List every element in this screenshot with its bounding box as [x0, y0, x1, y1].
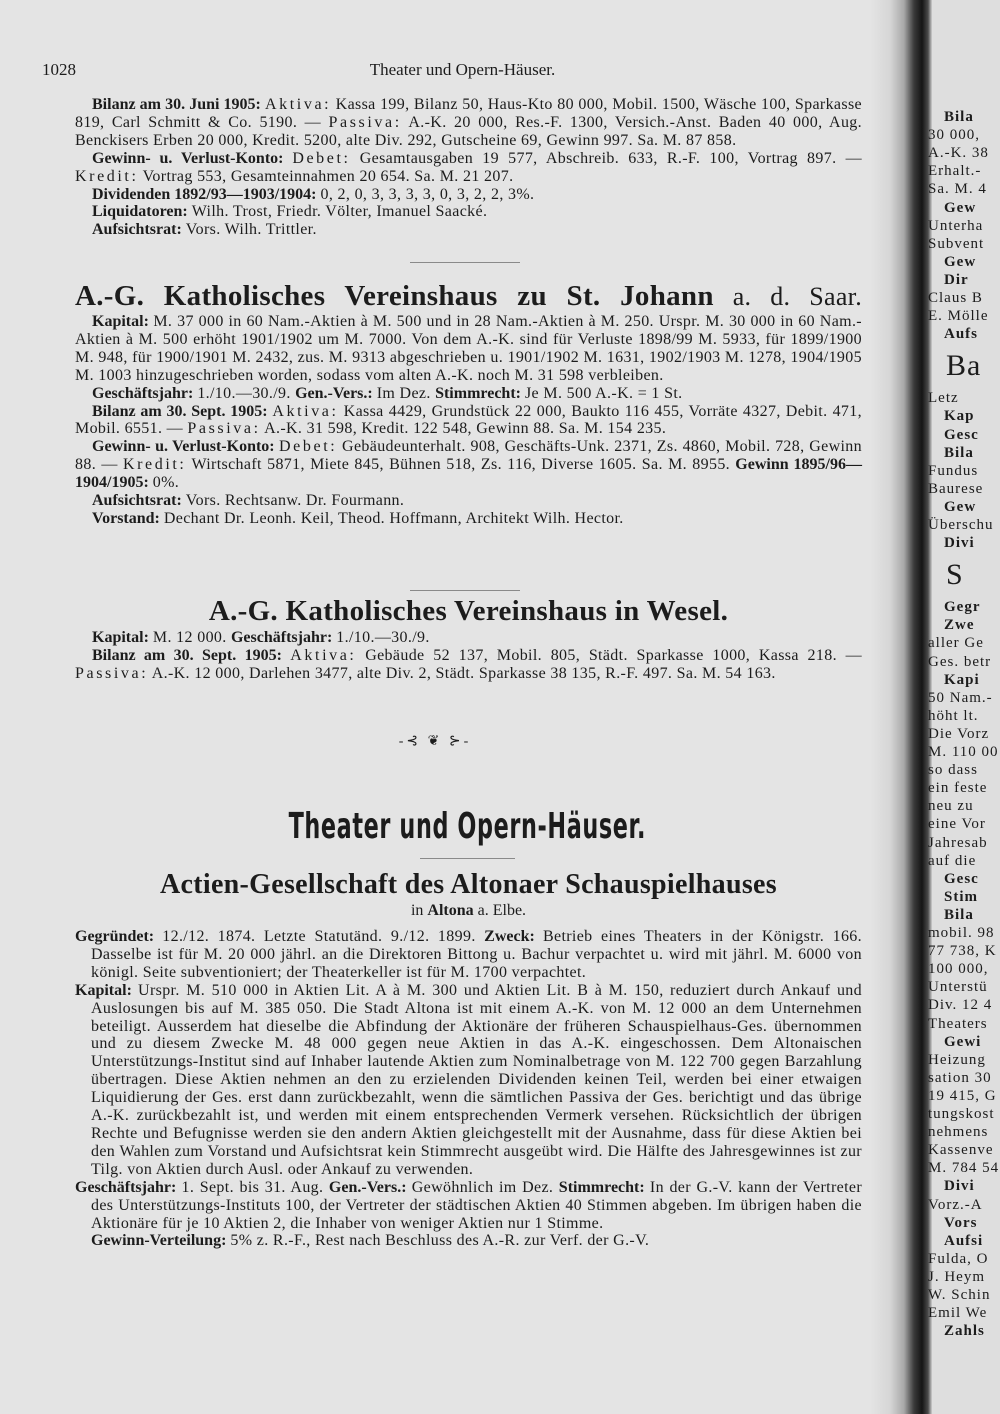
strip-line: S	[946, 558, 964, 592]
strip-line: W. Schin	[928, 1287, 991, 1303]
field-label: Gewinn-Verteilung:	[91, 1232, 231, 1250]
heading-suffix: a. d. Saar.	[713, 282, 862, 311]
paragraph	[75, 403, 862, 439]
strip-line: Vorz.-A	[928, 1196, 983, 1213]
field-label: Kapital:	[75, 981, 139, 999]
strip-line: ein feste	[928, 780, 988, 797]
strip-line: 77 738, K	[928, 943, 997, 960]
strip-line: Kap	[944, 408, 975, 425]
field-value: 1. Sept. bis 31. Aug.	[181, 1178, 329, 1196]
paragraph	[75, 221, 862, 239]
company-heading-st-johann	[75, 280, 862, 313]
field-label: Dividenden 1892/93—1903/1904:	[92, 185, 321, 203]
field-value: Betrieb eines Theaters in der Königstr. 166. Dasselbe ist für M. 20 000 jährl. an die Direktoren Bittong u. Bachur verpachtet u. wird mit jährl. M. 6000 von königl. Seite subventioniert; der Theaterkeller ist für M. 1700 verpachtet.	[91, 928, 863, 981]
altona-profit-distribution	[75, 1232, 862, 1250]
section-altona	[75, 928, 862, 1250]
paragraph	[75, 510, 862, 528]
field-label: Gen.-Vers.:	[295, 384, 377, 402]
strip-line: neu zu	[928, 798, 974, 815]
strip-line: Zahls	[944, 1323, 985, 1340]
paragraph	[75, 928, 862, 982]
divider	[420, 858, 515, 859]
field-label: Gen.-Vers.:	[328, 1178, 412, 1196]
paragraph	[75, 385, 862, 403]
field-label: Vorstand:	[92, 509, 164, 527]
field-value: Je M. 500 A.-K. = 1 St.	[524, 384, 683, 402]
section-continuation	[75, 96, 862, 239]
strip-line: Gegr	[944, 599, 981, 616]
field-label: Zweck:	[484, 928, 543, 945]
section-wesel	[75, 629, 862, 683]
strip-line: Gew	[944, 498, 977, 515]
field-value: Gewöhnlich im Dez.	[411, 1178, 559, 1196]
field-value: M. 37 000 in 60 Nam.-Aktien à M. 500 und in 28 Nam.-Aktien à M. 250. Urspr. M. 30 000 in 60 Nam.-Aktien à M. 500 erhöht 1901/1902 um M. 7000. Von dem A.-K. sind für Verluste 1898/99 M. 5933, für 1899/1900 M. 948, für 1900/1901 M. 2432, zus. M. 9313 abgeschrieben u. 1901/1902 M. 1631, 1902/1903 M. 1278, 1904/1905 M. 1003 hinzugeschrieben worden, sodass vom alten A.-K. noch M. 31 598 verbleiben.	[75, 313, 862, 384]
location-suffix: a. Elbe.	[473, 902, 527, 919]
strip-line: Erhalt.-	[928, 163, 982, 180]
strip-line: Gew	[944, 199, 977, 216]
strip-line: Bila	[944, 444, 974, 461]
strip-line: Aufs	[944, 326, 979, 343]
ledger-side-label: Passiva:	[328, 113, 402, 131]
field-value: Vors. Wilh. Trittler.	[185, 221, 317, 239]
field-value: Urspr. M. 510 000 in Aktien Lit. A à M. 300 und Aktien Lit. B à M. 150, reduziert durch Ankauf und Auslosungen bis auf M. 385 050. Die Stadt Altona ist mit einem A.-K. von M. 12 000 an dem Unternehmen beteiligt. Ausserdem hat dieselbe die Abfindung der Aktionäre der früheren Schauspielhaus-Ges. übernommen und zu diesem Zwecke M. 48 000 gegen neue Aktien in das A.-K. eingeschossen. Dem Altonaischen Unterstützungs-Institut sind auf Inhaber lautende Aktien zum Nominalbetrage von M. 122 700 gegen Barzahlung übertragen. Diese Aktien nehmen an den zu erzielenden Dividenden keinen Teil, werden bei einer etwaigen Liquidierung der Ges. erst dann zurückbezahlt, wenn die sämtlichen Passiva der Ges. berichtigt und das übrige A.-K. zurückbezahlt ist, und werden mit einem entsprechenden Vermerk versehen. Rücksichtlich der übrigen Rechte und Befugnisse werden sie den andern Aktien gleichgestellt mit der Ausnahme, dass für diese Aktien bei den Wahlen zum Vorstand und Aufsichtsrat kein Stimmrecht ausgeübt wird. Die Hälfte des Jahresgewinnes ist zur Tilg. von Aktien durch Ausl. oder Ankauf zu verwenden.	[91, 981, 862, 1178]
strip-line: Stim	[944, 888, 978, 905]
strip-line: Div. 12 4	[928, 997, 993, 1014]
strip-line: Emil We	[928, 1305, 988, 1322]
paragraph	[75, 1179, 862, 1233]
field-label: Geschäftsjahr:	[75, 1178, 182, 1196]
altona-paragraphs	[75, 928, 862, 1232]
paragraph	[75, 438, 862, 492]
strip-line: tungskost	[928, 1106, 995, 1122]
strip-line: Fundus	[928, 462, 979, 479]
strip-line: aller Ge	[928, 635, 984, 652]
page-gutter-fold	[870, 0, 932, 1414]
strip-line: Jahresab	[928, 834, 988, 851]
strip-line: A.-K. 38	[928, 145, 989, 162]
strip-line: so dass	[928, 762, 978, 779]
field-label: Liquidatoren:	[92, 203, 192, 221]
field-label: Gewinn 1895/96—1904/1905:	[75, 456, 862, 492]
field-value: 12./12. 1874. Letzte Statutänd. 9./12. 1899.	[162, 928, 485, 945]
strip-line: Kassenve	[928, 1142, 994, 1159]
strip-line: Ba	[946, 349, 982, 383]
field-value: M. 12 000.	[152, 629, 231, 646]
field-label: Bilanz am 30. Sept. 1905:	[92, 402, 273, 420]
paragraph	[75, 629, 862, 647]
field-label: Bilanz am 30. Sept. 1905:	[92, 646, 291, 664]
strip-line: Vors	[944, 1214, 978, 1231]
field-value: A.-K. 20 000, Res.-F. 1300, Versich.-Anst. Baden 40 000, Aug. Benckisers Erben 20 000, Kredit. 5200, alte Div. 292, Gutscheine 69, Gewinn 997. Sa. M. 87 858.	[75, 113, 862, 149]
field-value: A.-K. 12 000, Darlehen 3477, alte Div. 2, Städt. Sparkasse 38 135, R.-F. 497. Sa. M. 54 163.	[148, 664, 776, 682]
field-label: Kapital:	[92, 629, 153, 646]
company-heading-wesel: A.-G. Katholisches Vereinshaus in Wesel.	[208, 595, 729, 627]
strip-line: Baurese	[928, 480, 984, 497]
strip-line: 100 000,	[928, 961, 989, 978]
field-label: Stimmrecht:	[558, 1178, 650, 1196]
paragraph	[75, 150, 862, 186]
field-value: Im Dez.	[376, 384, 436, 402]
divider	[410, 262, 520, 263]
strip-line: Bila	[944, 906, 974, 923]
field-label: Kapital:	[92, 313, 154, 330]
strip-line: eine Vor	[928, 816, 986, 833]
paragraph	[75, 1232, 862, 1250]
field-value: A.-K. 31 598, Kredit. 122 548, Gewinn 88. Sa. M. 154 235.	[260, 420, 667, 438]
field-value: Kassa 4429, Grundstück 22 000, Baukto 116 455, Vorräte 4327, Debit. 471, Mobil. 6551. —	[75, 402, 862, 438]
strip-line: J. Heym	[928, 1268, 985, 1285]
next-page-strip	[928, 0, 1000, 1414]
strip-line: Überschu	[928, 517, 994, 533]
section-title	[0, 806, 935, 847]
strip-line: Dir	[944, 271, 969, 288]
strip-line: 50 Nam.-	[928, 689, 993, 706]
company-heading-altona: Actien-Gesellschaft des Altonaer Schauspielhauses	[160, 869, 777, 900]
field-value: 0%.	[152, 474, 180, 492]
location-prefix: in	[410, 902, 428, 919]
strip-line: M. 784 54	[928, 1160, 1000, 1177]
strip-line: 19 415, G	[928, 1087, 997, 1104]
field-label: Gewinn- u. Verlust-Konto:	[92, 438, 280, 456]
field-value: Kassa 199, Bilanz 50, Haus-Kto 80 000, Mobil. 1500, Wäsche 100, Sparkasse 819, Carl Schmitt & Co. 5190. —	[75, 96, 862, 131]
strip-line: 30 000,	[928, 127, 980, 144]
strip-line: Heizung	[928, 1051, 986, 1068]
strip-line: Gew	[944, 253, 977, 270]
ledger-side-label: Aktiva:	[265, 96, 332, 113]
field-value: Gebäude 52 137, Mobil. 805, Städt. Sparkasse 1000, Kassa 218. —	[356, 646, 862, 664]
section-title-text: Theater und Opern-Häuser.	[288, 806, 647, 847]
paragraph	[75, 96, 862, 150]
strip-line: Unterha	[928, 217, 984, 234]
strip-line: Gesc	[944, 426, 979, 443]
strip-line: Die Vorz	[928, 725, 990, 742]
strip-line: Ges. betr	[928, 653, 992, 670]
strip-line: nehmens	[928, 1124, 989, 1141]
section-st-johann	[75, 313, 862, 528]
paragraph	[75, 647, 862, 683]
strip-line: Gesc	[944, 870, 979, 887]
paragraph	[75, 203, 862, 221]
ledger-side-label: Aktiva:	[272, 402, 339, 420]
field-value: Gesamtausgaben 19 577, Abschreib. 633, R.-F. 100, Vortrag 897. —	[350, 149, 862, 167]
strip-line: Sa. M. 4	[928, 181, 987, 198]
field-label: Bilanz am 30. Juni 1905:	[92, 96, 265, 113]
field-value: 0, 2, 0, 3, 3, 3, 3, 0, 3, 2, 2, 3%.	[320, 185, 535, 203]
ledger-side-label: Passiva:	[187, 420, 261, 438]
field-label: Aufsichtsrat:	[92, 492, 186, 510]
strip-line: Unterstü	[928, 979, 988, 996]
field-label: Stimmrecht:	[435, 384, 525, 402]
company-location	[75, 902, 862, 920]
ledger-side-label: Debet:	[292, 149, 351, 167]
paragraph	[75, 186, 862, 204]
running-title: Theater und Opern-Häuser.	[369, 60, 556, 79]
field-value: 5% z. R.-F., Rest nach Beschluss des A.-R. zur Verf. der G.-V.	[230, 1232, 650, 1250]
field-value: Dechant Dr. Leonh. Keil, Theod. Hoffmann, Architekt Wilh. Hector.	[163, 509, 624, 527]
strip-line: Fulda, O	[928, 1250, 989, 1267]
field-label: Gewinn- u. Verlust-Konto:	[92, 149, 293, 167]
ledger-side-label: Kredit:	[122, 456, 187, 474]
paragraph	[75, 313, 862, 385]
page-number: 1028	[42, 60, 76, 79]
strip-line: Divi	[944, 535, 975, 552]
strip-line: auf die	[928, 852, 977, 869]
strip-line: Claus B	[928, 290, 983, 306]
strip-line: Theaters	[928, 1015, 988, 1032]
strip-line: Letz	[928, 390, 959, 407]
field-label: Aufsichtsrat:	[92, 221, 186, 239]
strip-line: E. Mölle	[928, 308, 989, 325]
strip-line: höht lt.	[928, 707, 979, 724]
ledger-side-label: Aktiva:	[290, 646, 357, 664]
field-value: 1./10.—30./9.	[336, 629, 430, 646]
ledger-side-label: Debet:	[279, 438, 338, 456]
strip-line: Subvent	[928, 235, 985, 252]
strip-line: mobil. 98	[928, 925, 995, 941]
field-value: Gebäudeunterhalt. 908, Geschäfts-Unk. 2371, Zs. 4860, Mobil. 728, Gewinn 88. —	[75, 438, 862, 474]
paragraph	[75, 492, 862, 510]
field-value: Vors. Rechtsanw. Dr. Fourmann.	[185, 492, 405, 510]
heading-text: A.-G. Katholisches Vereinshaus zu St. Johann	[75, 280, 714, 312]
location-city: Altona	[427, 902, 474, 919]
field-value: Wilh. Trost, Friedr. Völter, Imanuel Saacké.	[191, 203, 488, 221]
field-value: In der G.-V. kann der Vertreter des Unterstützungs-Instituts 100, der Vertreter der städtischen Aktien 40 Stimmen abgeben. Im übrigen haben die Aktionäre für je 10 Aktien 2, die Inhaber von weniger Aktien nur 1 Stimme.	[91, 1178, 862, 1232]
strip-line: Kapi	[944, 671, 980, 688]
divider	[410, 590, 520, 591]
strip-line: Aufsi	[944, 1232, 984, 1249]
paragraph	[75, 982, 862, 1179]
field-label: Geschäftsjahr:	[92, 384, 198, 402]
ledger-side-label: Kredit:	[75, 167, 139, 185]
ornament-divider: -⊰ ❦ ⊱-	[398, 734, 472, 749]
strip-line: sation 30	[928, 1069, 992, 1086]
strip-line: Zwe	[944, 617, 975, 634]
field-value: 1./10.—30./9.	[197, 384, 296, 402]
strip-line: M. 110 00	[928, 744, 999, 760]
field-label: Geschäftsjahr:	[230, 629, 337, 646]
field-label: Gegründet:	[75, 928, 163, 945]
strip-line: Bila	[944, 109, 974, 125]
strip-line: Gewi	[944, 1033, 982, 1050]
field-value: Vortrag 553, Gesamteinnahmen 20 654. Sa. M. 21 207.	[138, 167, 514, 185]
field-value: Wirtschaft 5871, Miete 845, Bühnen 518, Zs. 116, Diverse 1605. Sa. M. 8955.	[186, 456, 736, 474]
strip-line: Divi	[944, 1178, 975, 1195]
ledger-side-label: Passiva:	[75, 664, 149, 682]
